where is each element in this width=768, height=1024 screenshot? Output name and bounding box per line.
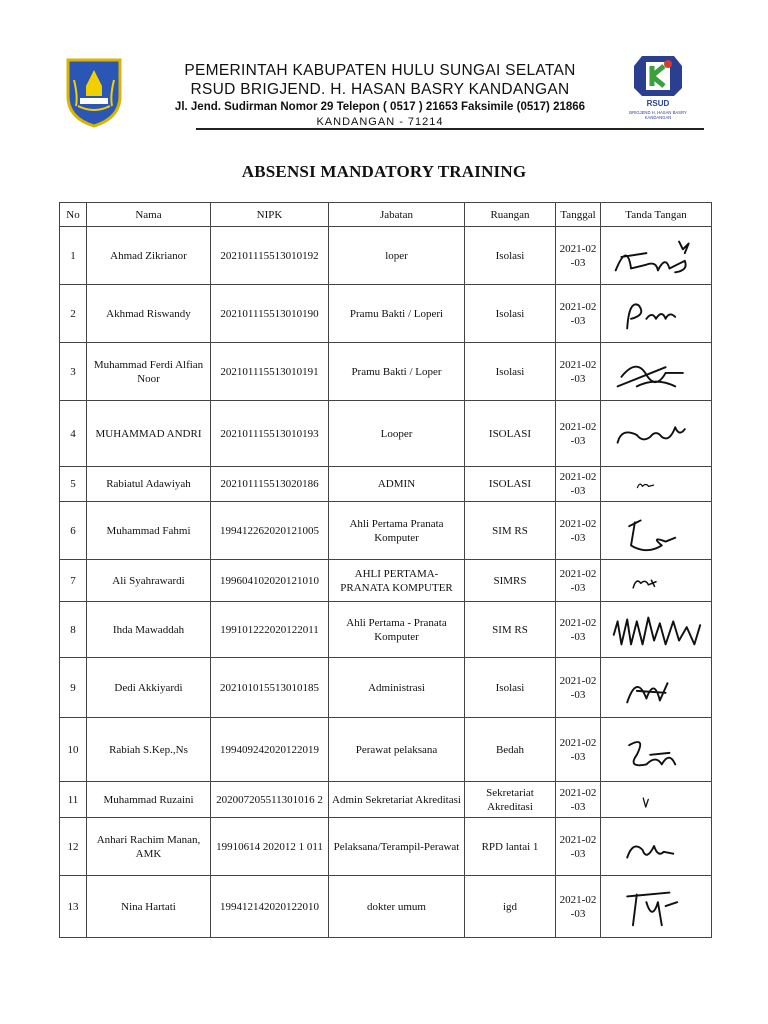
- cell-tanggal: 2021-02-03: [556, 602, 601, 658]
- signature-image: [608, 562, 704, 600]
- cell-no: 9: [60, 658, 87, 718]
- cell-nama: Muhammad Ruzaini: [87, 782, 211, 818]
- cell-no: 3: [60, 343, 87, 401]
- signature-image: [608, 822, 704, 872]
- table-row: [60, 401, 712, 467]
- cell-tanda-tangan: [601, 467, 712, 502]
- header-nipk: NIPK: [211, 203, 329, 227]
- cell-ruangan: SIM RS: [465, 502, 556, 560]
- table-row: [60, 718, 712, 782]
- table-row: [60, 467, 712, 502]
- cell-tanda-tangan: [601, 718, 712, 782]
- cell-no: 1: [60, 227, 87, 285]
- cell-tanggal: 2021-02-03: [556, 343, 601, 401]
- signature-image: [608, 469, 704, 500]
- cell-nipk: 202007205511301016 2: [211, 782, 329, 818]
- cell-tanggal: 2021-02-03: [556, 467, 601, 502]
- letterhead-rule: [196, 128, 704, 130]
- cell-jabatan: Ahli Pertama - Pranata Komputer: [329, 602, 465, 658]
- cell-jabatan: AHLI PERTAMA-PRANATA KOMPUTER: [329, 560, 465, 602]
- table-row: [60, 818, 712, 876]
- cell-tanda-tangan: [601, 502, 712, 560]
- cell-ruangan: SIM RS: [465, 602, 556, 658]
- cell-no: 5: [60, 467, 87, 502]
- table-row: [60, 602, 712, 658]
- cell-ruangan: Bedah: [465, 718, 556, 782]
- cell-jabatan: dokter umum: [329, 876, 465, 938]
- cell-tanggal: 2021-02-03: [556, 227, 601, 285]
- cell-tanda-tangan: [601, 285, 712, 343]
- cell-ruangan: Isolasi: [465, 658, 556, 718]
- regency-crest-logo: [64, 56, 124, 128]
- table-row: [60, 285, 712, 343]
- cell-nama: MUHAMMAD ANDRI: [87, 401, 211, 467]
- cell-tanda-tangan: [601, 658, 712, 718]
- letterhead-city: KANDANGAN - 71214: [316, 116, 444, 128]
- cell-ruangan: Isolasi: [465, 227, 556, 285]
- cell-no: 10: [60, 718, 87, 782]
- cell-tanda-tangan: [601, 560, 712, 602]
- signature-image: [608, 605, 704, 655]
- header-tanda-tangan: Tanda Tangan: [601, 203, 712, 227]
- cell-nama: Muhammad Ferdi Alfian Noor: [87, 343, 211, 401]
- table-row: [60, 658, 712, 718]
- cell-tanda-tangan: [601, 782, 712, 818]
- header-nama: Nama: [87, 203, 211, 227]
- cell-tanda-tangan: [601, 876, 712, 938]
- cell-tanggal: 2021-02-03: [556, 718, 601, 782]
- signature-image: [608, 506, 704, 556]
- cell-tanda-tangan: [601, 401, 712, 467]
- cell-tanda-tangan: [601, 602, 712, 658]
- cell-tanggal: 2021-02-03: [556, 876, 601, 938]
- cell-tanggal: 2021-02-03: [556, 818, 601, 876]
- cell-jabatan: Ahli Pertama Pranata Komputer: [329, 502, 465, 560]
- header-jabatan: Jabatan: [329, 203, 465, 227]
- cell-ruangan: igd: [465, 876, 556, 938]
- cell-jabatan: Pelaksana/Terampil-Perawat: [329, 818, 465, 876]
- cell-nipk: 199412142020122010: [211, 876, 329, 938]
- cell-ruangan: Sekretariat Akreditasi: [465, 782, 556, 818]
- svg-text:KANDANGAN: KANDANGAN: [644, 115, 672, 120]
- cell-no: 6: [60, 502, 87, 560]
- cell-nama: Anhari Rachim Manan, AMK: [87, 818, 211, 876]
- header-tanggal: Tanggal: [556, 203, 601, 227]
- cell-tanda-tangan: [601, 343, 712, 401]
- cell-jabatan: ADMIN: [329, 467, 465, 502]
- cell-tanggal: 2021-02-03: [556, 782, 601, 818]
- letterhead-address: Jl. Jend. Sudirman Nomor 29 Telepon ( 0517 ) 21653 Faksimile (0517) 21866: [174, 101, 586, 113]
- table-row: [60, 876, 712, 938]
- cell-nipk: 199604102020121010: [211, 560, 329, 602]
- cell-ruangan: Isolasi: [465, 285, 556, 343]
- cell-nama: Akhmad Riswandy: [87, 285, 211, 343]
- cell-no: 4: [60, 401, 87, 467]
- table-header-row: [60, 203, 712, 227]
- attendance-table: [59, 202, 712, 938]
- cell-nama: Ihda Mawaddah: [87, 602, 211, 658]
- cell-nama: Dedi Akkiyardi: [87, 658, 211, 718]
- cell-ruangan: SIMRS: [465, 560, 556, 602]
- cell-jabatan: Perawat pelaksana: [329, 718, 465, 782]
- signature-image: [608, 882, 704, 932]
- cell-tanggal: 2021-02-03: [556, 658, 601, 718]
- signature-image: [608, 725, 704, 775]
- signature-image: [608, 289, 704, 339]
- cell-nama: Rabiatul Adawiyah: [87, 467, 211, 502]
- cell-nipk: 202101115513010191: [211, 343, 329, 401]
- cell-tanda-tangan: [601, 818, 712, 876]
- cell-tanggal: 2021-02-03: [556, 401, 601, 467]
- cell-no: 2: [60, 285, 87, 343]
- rsud-logo: [612, 52, 704, 128]
- cell-nipk: 199409242020122019: [211, 718, 329, 782]
- cell-jabatan: Administrasi: [329, 658, 465, 718]
- cell-tanggal: 2021-02-03: [556, 502, 601, 560]
- cell-nama: Ali Syahrawardi: [87, 560, 211, 602]
- svg-text:BRIGJEND H. HASAN BASRY: BRIGJEND H. HASAN BASRY: [629, 110, 687, 115]
- cell-jabatan: Pramu Bakti / Loperi: [329, 285, 465, 343]
- cell-ruangan: Isolasi: [465, 343, 556, 401]
- cell-ruangan: ISOLASI: [465, 401, 556, 467]
- signature-image: [608, 784, 704, 816]
- signature-image: [608, 231, 704, 281]
- cell-ruangan: ISOLASI: [465, 467, 556, 502]
- cell-nipk: 202101115513010193: [211, 401, 329, 467]
- cell-jabatan: Looper: [329, 401, 465, 467]
- cell-tanda-tangan: [601, 227, 712, 285]
- cell-jabatan: loper: [329, 227, 465, 285]
- cell-nipk: 199101222020122011: [211, 602, 329, 658]
- table-row: [60, 782, 712, 818]
- cell-no: 11: [60, 782, 87, 818]
- signature-image: [608, 663, 704, 713]
- cell-tanggal: 2021-02-03: [556, 560, 601, 602]
- header-no: No: [60, 203, 87, 227]
- signature-image: [608, 347, 704, 397]
- cell-nipk: 19910614 202012 1 011: [211, 818, 329, 876]
- header-ruangan: Ruangan: [465, 203, 556, 227]
- table-row: [60, 560, 712, 602]
- cell-nipk: 202101115513020186: [211, 467, 329, 502]
- cell-jabatan: Pramu Bakti / Loper: [329, 343, 465, 401]
- table-row: [60, 343, 712, 401]
- cell-nama: Muhammad Fahmi: [87, 502, 211, 560]
- cell-tanggal: 2021-02-03: [556, 285, 601, 343]
- cell-nipk: 202101015513010185: [211, 658, 329, 718]
- letterhead-line1: PEMERINTAH KABUPATEN HULU SUNGAI SELATAN: [184, 62, 576, 79]
- signature-image: [608, 409, 704, 459]
- cell-jabatan: Admin Sekretariat Akreditasi: [329, 782, 465, 818]
- cell-ruangan: RPD lantai 1: [465, 818, 556, 876]
- cell-no: 8: [60, 602, 87, 658]
- letterhead: [0, 0, 768, 135]
- cell-nipk: 202101115513010190: [211, 285, 329, 343]
- cell-nipk: 202101115513010192: [211, 227, 329, 285]
- cell-no: 13: [60, 876, 87, 938]
- cell-no: 12: [60, 818, 87, 876]
- document-title: ABSENSI MANDATORY TRAINING: [241, 162, 527, 181]
- table-row: [60, 227, 712, 285]
- letterhead-line2: RSUD BRIGJEND. H. HASAN BASRY KANDANGAN: [190, 81, 570, 98]
- cell-nama: Nina Hartati: [87, 876, 211, 938]
- cell-nama: Rabiah S.Kep.,Ns: [87, 718, 211, 782]
- rsud-logo-text: RSUD: [646, 99, 670, 108]
- table-row: [60, 502, 712, 560]
- cell-nama: Ahmad Zikrianor: [87, 227, 211, 285]
- cell-no: 7: [60, 560, 87, 602]
- cell-nipk: 199412262020121005: [211, 502, 329, 560]
